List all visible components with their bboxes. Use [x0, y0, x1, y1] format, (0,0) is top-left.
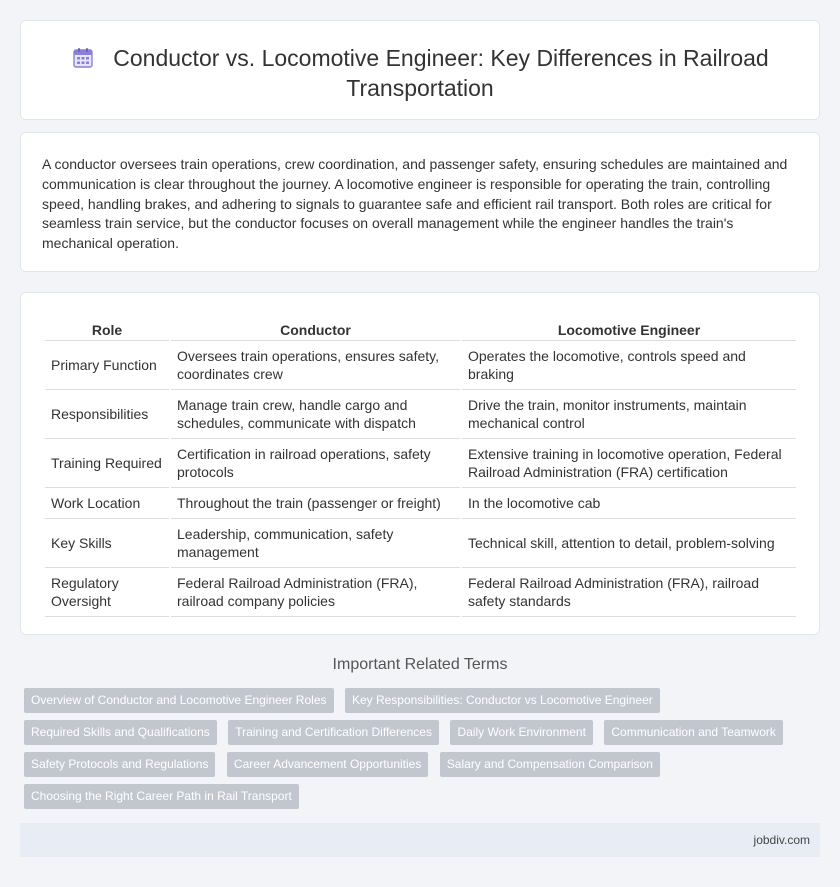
page-title	[61, 43, 779, 103]
row-role: Work Location	[45, 488, 169, 519]
header-card	[20, 20, 820, 120]
header-conductor: Conductor	[171, 313, 460, 341]
calendar-icon	[71, 46, 95, 70]
related-tag[interactable]: Career Advancement Opportunities	[227, 752, 428, 777]
related-tag[interactable]: Required Skills and Qualifications	[24, 720, 217, 745]
comparison-table	[43, 313, 798, 617]
row-conductor: Federal Railroad Administration (FRA), railroad company policies	[171, 568, 460, 617]
table-row	[45, 341, 796, 390]
footer	[20, 823, 820, 857]
row-role: Key Skills	[45, 519, 169, 568]
row-role: Responsibilities	[45, 390, 169, 439]
related-tag[interactable]: Salary and Compensation Comparison	[440, 752, 660, 777]
row-engineer: Federal Railroad Administration (FRA), railroad safety standards	[462, 568, 796, 617]
header-engineer: Locomotive Engineer	[462, 313, 796, 341]
row-role: Training Required	[45, 439, 169, 488]
header-role: Role	[45, 313, 169, 341]
row-engineer: In the locomotive cab	[462, 488, 796, 519]
related-tag[interactable]: Communication and Teamwork	[604, 720, 783, 745]
related-tag[interactable]: Key Responsibilities: Conductor vs Locomotive Engineer	[345, 688, 660, 713]
intro-card	[20, 132, 820, 272]
row-engineer: Technical skill, attention to detail, problem-solving	[462, 519, 796, 568]
table-row	[45, 488, 796, 519]
comparison-table-card	[20, 292, 820, 635]
table-header-row	[45, 313, 796, 341]
related-tag[interactable]: Safety Protocols and Regulations	[24, 752, 215, 777]
related-tags	[24, 688, 804, 816]
row-conductor: Manage train crew, handle cargo and schedules, communicate with dispatch	[171, 390, 460, 439]
related-tag[interactable]: Training and Certification Differences	[228, 720, 439, 745]
table-row	[45, 390, 796, 439]
table-row	[45, 519, 796, 568]
footer-site-link[interactable]: jobdiv.com	[753, 833, 810, 847]
row-role: Regulatory Oversight	[45, 568, 169, 617]
page-title-text: Conductor vs. Locomotive Engineer: Key Differences in Railroad Transportation	[113, 45, 769, 101]
row-engineer: Extensive training in locomotive operation, Federal Railroad Administration (FRA) certification	[462, 439, 796, 488]
row-conductor: Leadership, communication, safety management	[171, 519, 460, 568]
row-conductor: Certification in railroad operations, safety protocols	[171, 439, 460, 488]
row-engineer: Drive the train, monitor instruments, maintain mechanical control	[462, 390, 796, 439]
row-engineer: Operates the locomotive, controls speed and braking	[462, 341, 796, 390]
row-conductor: Oversees train operations, ensures safety, coordinates crew	[171, 341, 460, 390]
table-row	[45, 568, 796, 617]
row-conductor: Throughout the train (passenger or freight)	[171, 488, 460, 519]
title-wrap	[61, 43, 779, 103]
related-terms-title: Important Related Terms	[332, 656, 508, 673]
row-role: Primary Function	[45, 341, 169, 390]
table-row	[45, 439, 796, 488]
related-tag[interactable]: Overview of Conductor and Locomotive Engineer Roles	[24, 688, 334, 713]
intro-paragraph: A conductor oversees train operations, crew coordination, and passenger safety, ensuring schedules are maintained and communication is clear throughout the journey. A locomotive engineer is responsible for operating the train, controlling speed, handling brakes, and adhering to signals to guarantee safe and efficient rail transport. Both roles are critical for seamless train service, but the conductor focuses on overall management while the engineer handles the train's mechanical operation.	[42, 156, 788, 252]
related-tag[interactable]: Choosing the Right Career Path in Rail Transport	[24, 784, 299, 809]
related-tag[interactable]: Daily Work Environment	[450, 720, 592, 745]
